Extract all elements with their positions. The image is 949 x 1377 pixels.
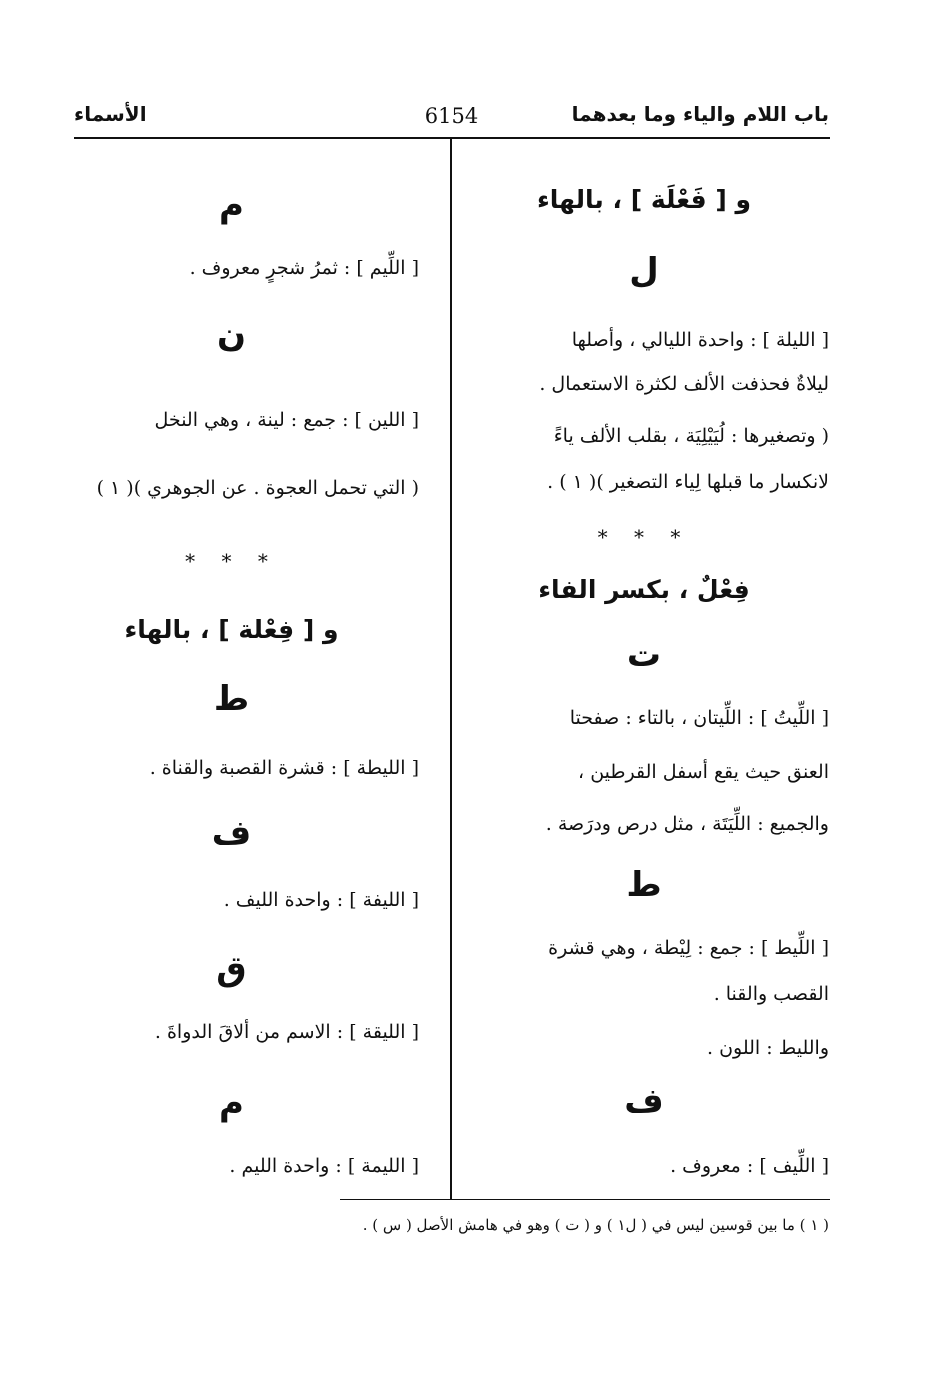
entry-line: [ الليلة ] : واحدة الليالي ، وأصلها [571,329,829,351]
entry-line: [ اللِّيم ] : ثمرُ شجرٍ معروف . [189,257,419,279]
entry-line: [ الليقة ] : الاسم من ألاقَ الدواةَ . [154,1021,419,1043]
right-column [459,175,829,1195]
entry-line: [ اللِّيتُ ] : اللِّيتان ، بالتاء : صفحتا [569,707,829,729]
section-heading: و [ فَعْلَة ] ، بالهاء [536,185,752,214]
header-rule [74,137,830,139]
letter-heading: ت [626,635,662,675]
letter-heading: ف [211,813,252,853]
letter-heading: ف [624,1081,664,1121]
entry-line: ليلاةٌ فحذفت الألف لكثرة الاستعمال . [539,373,829,395]
entry-line: [ اللِّيف ] : معروف . [670,1155,829,1177]
letter-heading: ل [629,251,659,291]
letter-heading: ق [216,949,247,989]
entry-line: لانكسار ما قبلها لِياء التصغير )( ١ ) . [547,471,829,493]
letter-heading: ن [216,315,247,355]
footnote-rule [340,1199,830,1200]
letter-heading: م [219,1083,244,1123]
section-title: الأسماء [74,102,147,126]
entry-line: [ الليمة ] : واحدة الليم . [229,1155,419,1177]
letter-heading: ط [213,679,250,719]
left-column [44,175,419,1195]
entry-line: [ اللِّيط ] : جمع : لِيْطة ، وهي قشرة [548,937,829,959]
column-divider [450,138,452,1200]
chapter-title: باب اللام والياء وما بعدهما [571,102,829,126]
page-number: 6154 [424,104,479,128]
entry-line: [ الليفة ] : واحدة الليف . [223,889,419,911]
separator-stars: * * * [185,549,278,573]
letter-heading: ط [626,865,662,905]
entry-line: والجميع : اللِّيَتَة ، مثل درص ودرَصة . [545,813,829,835]
page-header [74,98,829,138]
letter-heading: م [219,185,244,225]
separator-stars: * * * [597,525,691,549]
entry-line: [ اللين ] : جمع : لينة ، وهي النخل [154,409,419,431]
entry-line: العنق حيث يقع أسفل القرطين ، [578,761,829,783]
entry-line: ( وتصغيرها : لُيَيْلِيَة ، بقلب الألف ياءً [553,425,829,447]
section-heading: فِعْلٌ ، بكسر الفاء [538,575,750,604]
entry-line: والليط : اللون . [707,1037,829,1059]
entry-line: [ الليطة ] : قشرة القصبة والقناة . [149,757,419,779]
footnote: ( ١ ) ما بين قوسين ليس في ( ل١ ) و ( ت ) وهو في هامش الأصل ( س ) . [362,1216,829,1234]
section-heading: و [ فِعْلة ] ، بالهاء [124,615,339,644]
entry-line: ( التي تحمل العجوة . عن الجوهري )( ١ ) [96,477,419,499]
entry-line: القصب والقنا . [713,983,829,1005]
